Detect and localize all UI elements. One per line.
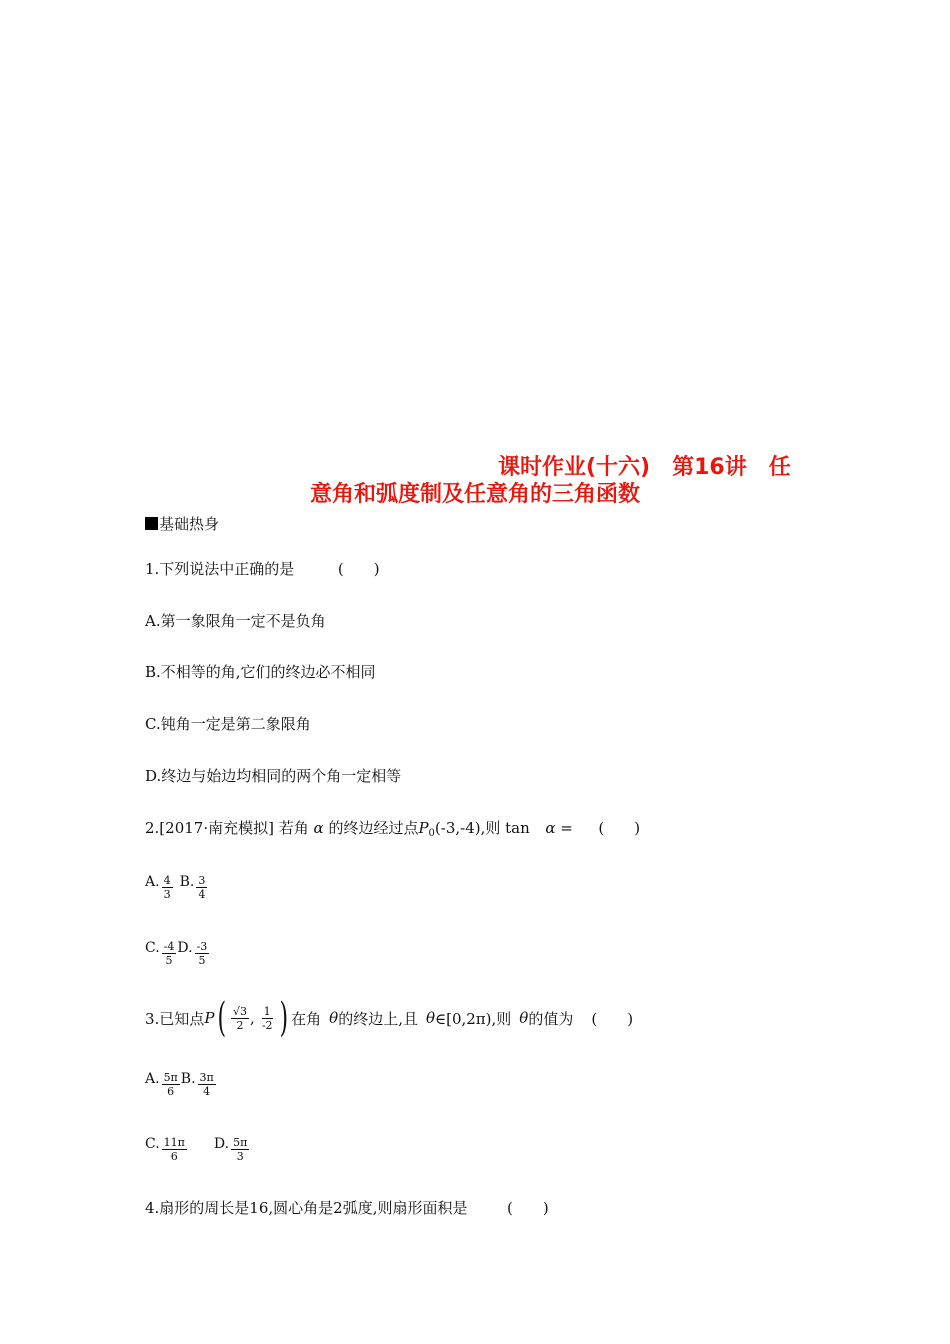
question-3-options-ab xyxy=(145,1071,217,1098)
question-1-option-d: D.终边与始边均相同的两个角一定相等 xyxy=(145,767,402,785)
theta-symbol: θ xyxy=(519,1009,529,1027)
option-c-fraction xyxy=(162,940,177,967)
option-b-label: B. xyxy=(180,1071,196,1087)
question-3-mid: 的终边上,且 xyxy=(338,1009,418,1028)
option-a-fraction xyxy=(162,874,173,901)
fraction-denominator: 3 xyxy=(236,1150,244,1163)
question-3-options-cd xyxy=(145,1136,250,1163)
question-2-middle: 的终边经过点 xyxy=(328,819,419,837)
answer-parentheses: ( ) xyxy=(337,560,380,578)
point-p-label: P xyxy=(418,819,429,837)
fraction-numerator: √3 xyxy=(233,1004,248,1018)
fraction-numerator: 3 xyxy=(198,874,206,887)
option-b-label: B. xyxy=(179,874,195,890)
option-d-fraction xyxy=(231,1136,249,1163)
fraction-numerator: 4 xyxy=(163,874,171,887)
coordinate-y-fraction xyxy=(260,1005,275,1032)
point-p-subscript: 0 xyxy=(428,828,435,839)
fraction-denominator: 4 xyxy=(203,1085,211,1098)
fraction-denominator: 4 xyxy=(198,888,206,901)
theta-range: ∈[0,2π),则 xyxy=(435,1009,512,1028)
fraction-sign: - xyxy=(261,1018,266,1032)
section-label: 基础热身 xyxy=(159,515,220,533)
right-paren-icon: ) xyxy=(279,995,288,1041)
answer-parentheses: ( ) xyxy=(591,1009,634,1028)
fraction-denominator: 3 xyxy=(163,888,171,901)
question-4 xyxy=(145,1197,549,1218)
option-d-fraction xyxy=(195,940,210,967)
question-1-option-a: A.第一象限角一定不是负角 xyxy=(145,612,326,630)
coordinate-x-fraction xyxy=(231,1005,249,1032)
option-a-label: A. xyxy=(145,1071,160,1087)
answer-parentheses: ( ) xyxy=(598,819,641,837)
question-4-text: 4.扇形的周长是16,圆心角是2弧度,则扇形面积是 xyxy=(145,1199,468,1217)
question-3 xyxy=(145,995,634,1041)
page-title-line1: 课时作业(十六) 第16讲 任 xyxy=(498,455,791,480)
fraction-denominator xyxy=(260,1019,275,1032)
fraction-numerator: -3 xyxy=(196,940,208,953)
option-b-fraction xyxy=(198,1071,216,1098)
option-c-label: C. xyxy=(145,940,160,956)
question-3-prefix: 3.已知点 xyxy=(145,1009,205,1028)
fraction-denominator: 5 xyxy=(198,954,206,967)
section-heading xyxy=(145,513,219,534)
fraction-denominator: 6 xyxy=(170,1150,178,1163)
question-2 xyxy=(145,817,640,839)
question-3-after: 在角 xyxy=(291,1009,322,1028)
question-1 xyxy=(145,558,380,579)
point-coordinates: (-3,-4),则 tan xyxy=(434,819,530,837)
option-d-label: D. xyxy=(177,940,193,956)
fraction-denominator: 6 xyxy=(167,1085,175,1098)
question-2-options-cd xyxy=(145,940,210,967)
question-2-prefix: 2.[2017·南充模拟] 若角 xyxy=(145,819,309,837)
question-1-text: 1.下列说法中正确的是 xyxy=(145,560,295,578)
fraction-numerator: -4 xyxy=(163,940,175,953)
alpha-symbol: α xyxy=(545,819,556,837)
question-1-option-b: B.不相等的角,它们的终边必不相同 xyxy=(145,663,376,681)
question-3-end: 的值为 xyxy=(528,1009,574,1028)
theta-symbol: θ xyxy=(425,1009,435,1027)
fraction-numerator: 5π xyxy=(163,1071,178,1084)
option-d-label: D. xyxy=(213,1136,230,1152)
option-c-label: C. xyxy=(145,1136,160,1152)
page-title-line2: 意角和弧度制及任意角的三角函数 xyxy=(310,482,641,507)
left-paren-icon: ( xyxy=(217,995,227,1041)
option-c-fraction xyxy=(162,1136,187,1163)
fraction-denominator-value: 2 xyxy=(265,1018,273,1032)
fraction-numerator: 11π xyxy=(163,1136,185,1149)
option-a-label: A. xyxy=(145,874,160,890)
point-p-label: P xyxy=(204,1009,215,1027)
fraction-numerator: 3π xyxy=(199,1071,214,1084)
theta-symbol: θ xyxy=(329,1009,339,1027)
coordinate-comma: , xyxy=(250,1009,255,1027)
section-square-icon xyxy=(145,517,158,530)
answer-parentheses: ( ) xyxy=(507,1199,549,1217)
question-1-option-c: C.钝角一定是第二象限角 xyxy=(145,715,311,733)
fraction-numerator: 5π xyxy=(233,1136,248,1149)
fraction-numerator: 1 xyxy=(263,1004,271,1018)
option-b-fraction xyxy=(196,874,207,901)
fraction-denominator: 5 xyxy=(165,954,173,967)
question-2-options-ab xyxy=(145,874,208,901)
fraction-denominator: 2 xyxy=(236,1018,244,1032)
alpha-symbol: α xyxy=(313,819,324,837)
equals-sign: = xyxy=(560,819,573,837)
option-a-fraction xyxy=(162,1071,180,1098)
